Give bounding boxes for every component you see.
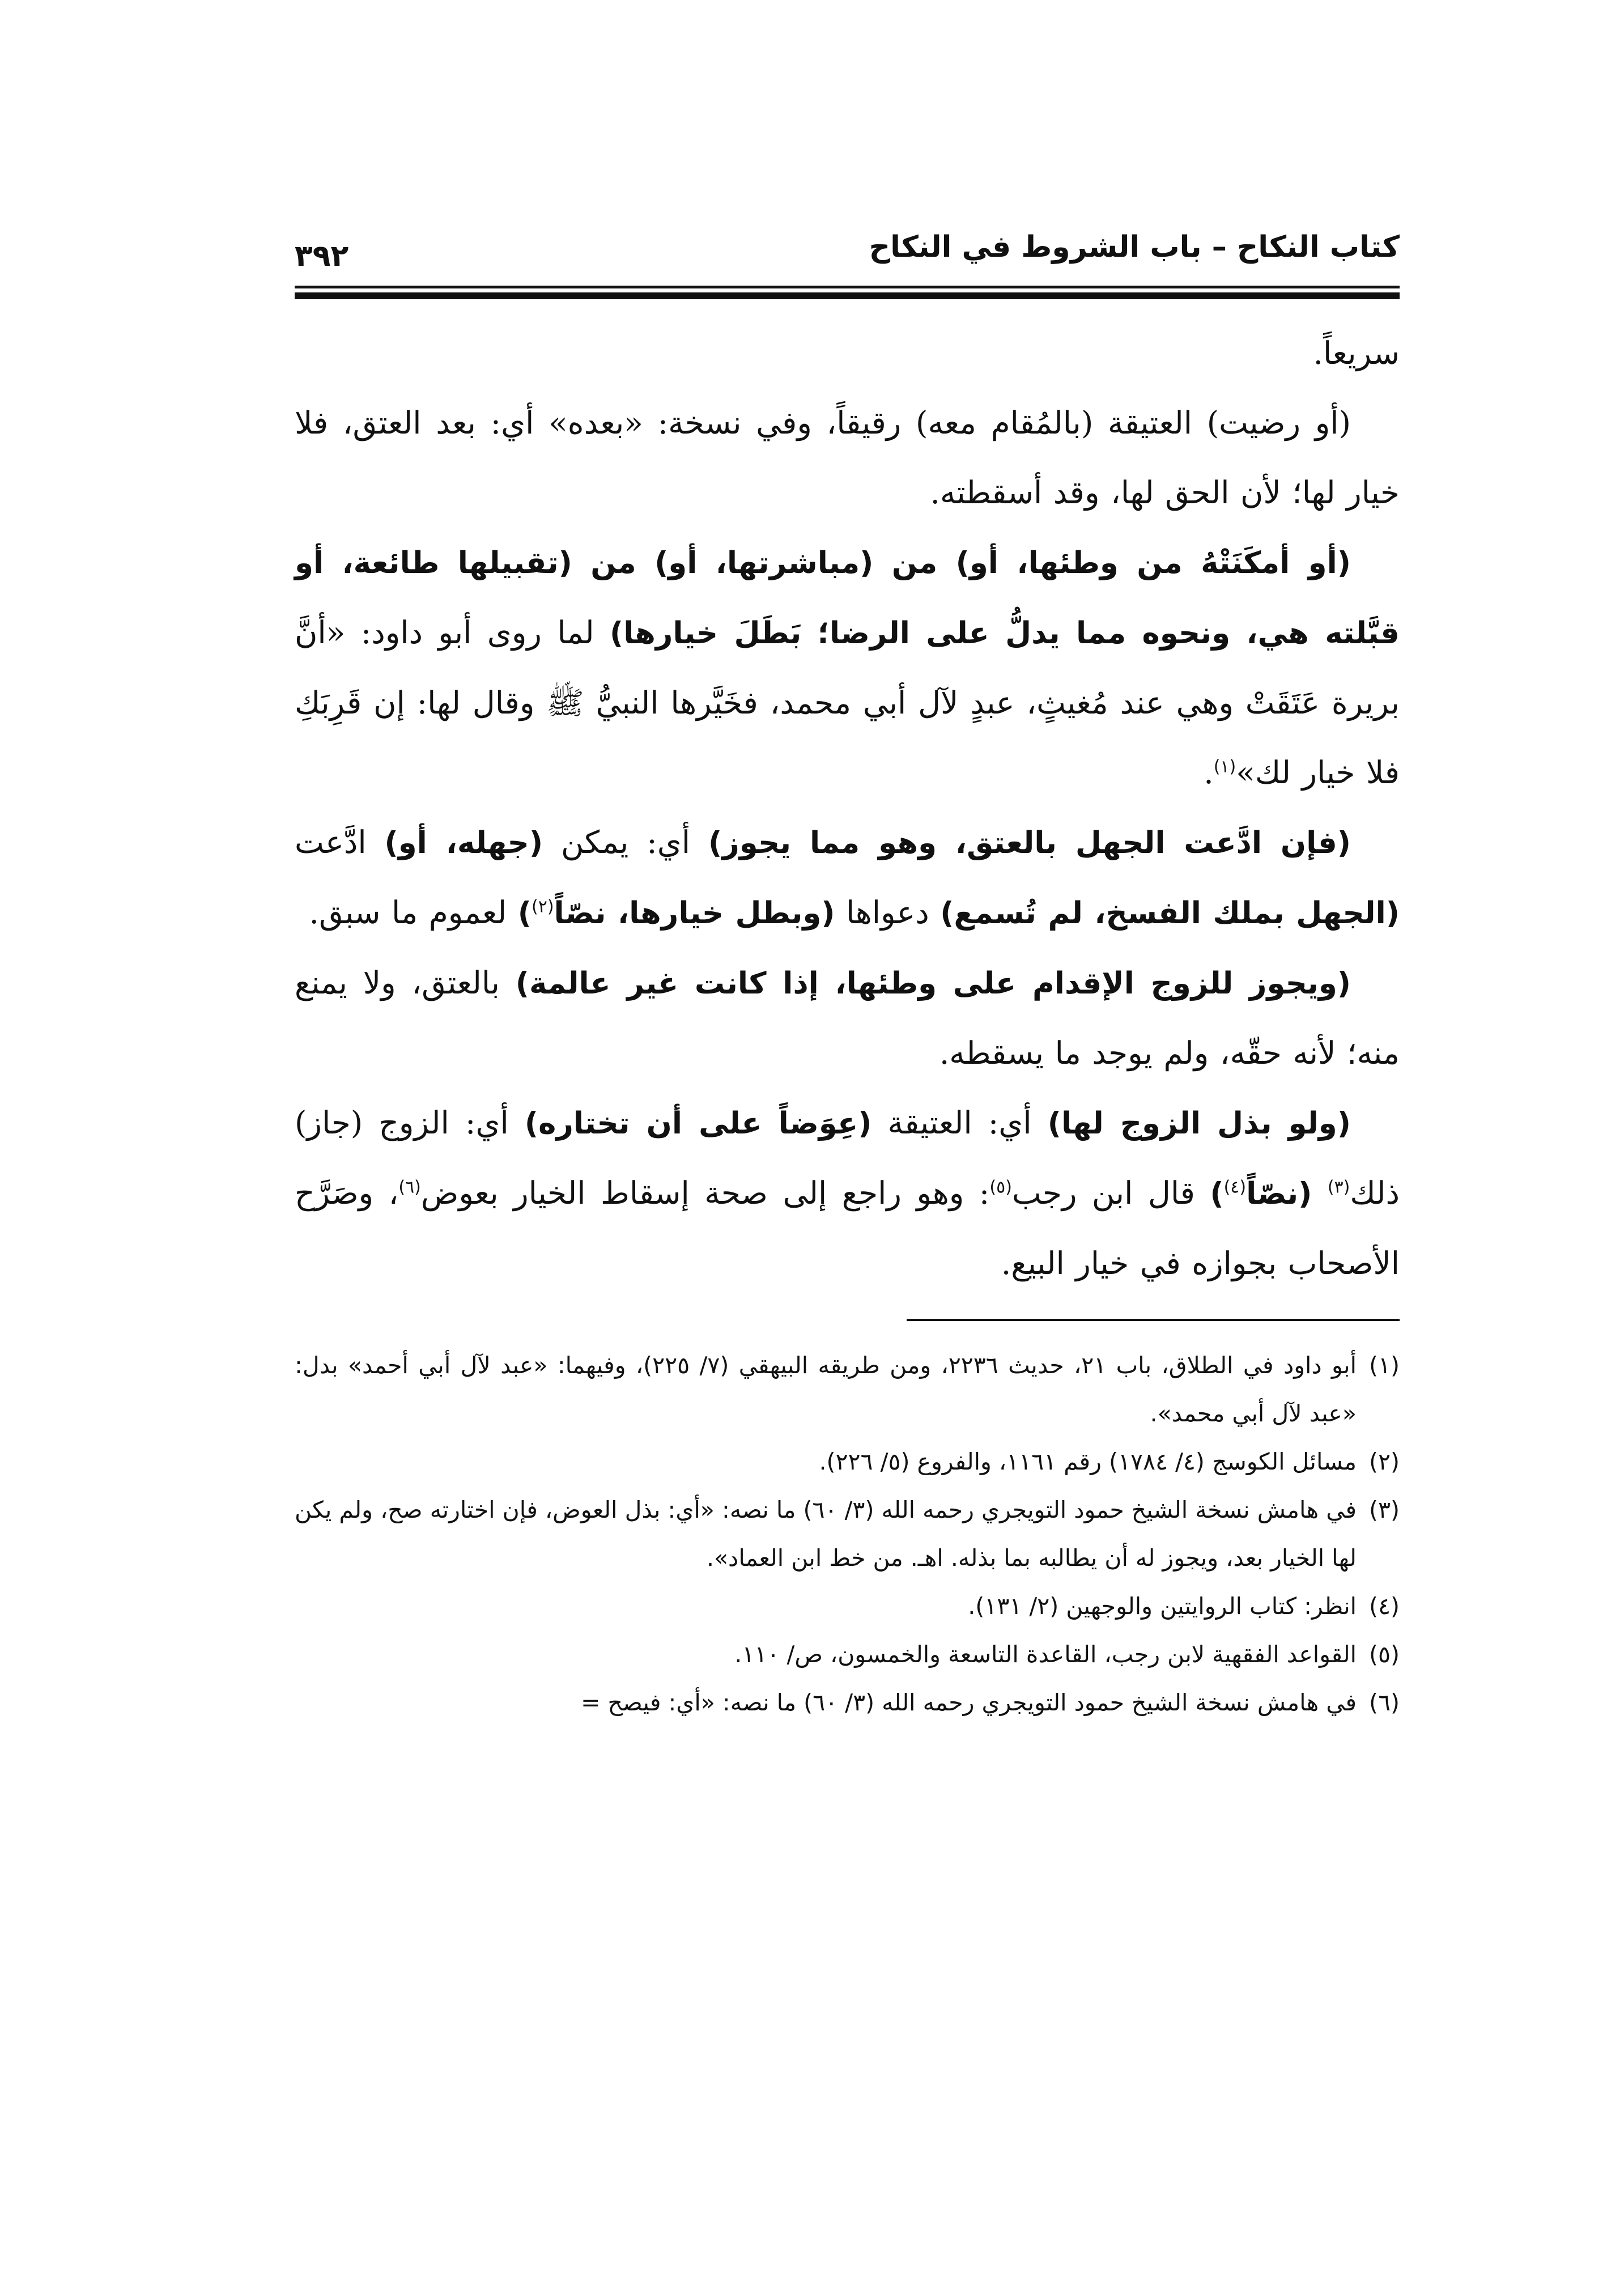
matn-text: (ولو بذل الزوج لها) <box>1047 1106 1351 1141</box>
sharh-text: دعواها <box>835 894 941 931</box>
body-text <box>295 319 1400 1298</box>
paragraph-text: سريعاً. <box>1313 335 1400 371</box>
footnotes <box>295 1341 1400 1727</box>
sharh-text: لعموم ما سبق. <box>309 894 518 931</box>
footnote-4 <box>295 1582 1400 1630</box>
matn-text: (عِوَضاً على أن تختاره) <box>524 1106 872 1141</box>
sharh-text: أي: العتيقة <box>871 1105 1048 1141</box>
matn-text: (فإن ادَّعت الجهل بالعتق، وهو مما يجوز) <box>708 826 1351 860</box>
footnote-ref[interactable]: (٦) <box>398 1177 421 1198</box>
sharh-text: . <box>1204 754 1214 791</box>
paragraph-3 <box>295 528 1400 808</box>
page-header <box>295 227 1400 295</box>
footnote-ref[interactable]: (٤) <box>1223 1177 1247 1198</box>
paragraph-1 <box>295 319 1400 388</box>
footnote-marker: (٤) <box>1368 1593 1400 1620</box>
matn-text: (ويجوز للزوج الإقدام على وطئها، إذا كانت غير عالمة) <box>515 966 1351 1001</box>
footnote-ref[interactable]: (١) <box>1213 757 1236 777</box>
footnote-ref[interactable]: (٢) <box>531 897 554 917</box>
sharh-text: ادَّعت <box>295 824 385 860</box>
sharh-text: ، وصَرَّح الأصحاب بجوازه في خيار البيع. <box>295 1175 1400 1281</box>
footnote-ref[interactable]: (٥) <box>989 1177 1012 1198</box>
running-title: كتاب النكاح – باب الشروط في النكاح <box>869 230 1400 264</box>
paragraph-2 <box>295 388 1400 528</box>
footnote-3 <box>295 1486 1400 1582</box>
footnote-text: أبو داود في الطلاق، باب ٢١، حديث ٢٢٣٦، ومن طريقه البيهقي (٧/ ٢٢٥)، وفيهما: «عبد لآل أبي أحمد» بدل: «عبد لآل أبي محمد». <box>295 1352 1357 1427</box>
sharh-text: أي: الزوج <box>363 1105 525 1141</box>
footnote-6 <box>295 1679 1400 1727</box>
footnote-marker: (٥) <box>1368 1641 1400 1668</box>
paragraph-6 <box>295 1088 1400 1298</box>
matn-text: (نصّاً <box>1246 1177 1328 1211</box>
footnote-ref[interactable]: (٣) <box>1327 1177 1350 1198</box>
sharh-text: أي: يمكن <box>543 824 709 860</box>
matn-text: (أو أمكَنَتْهُ من وطئها، أو) من (مباشرتها، أو) من (تقبيلها طائعة، أو قبَّلته هي، ونحوه مما يدلُّ على الرضا؛ بَطَلَ خيارها) <box>295 546 1400 651</box>
sharh-text: : وهو راجع إلى صحة إسقاط الخيار بعوض <box>420 1175 990 1211</box>
footnote-text: في هامش نسخة الشيخ حمود التويجري رحمه الله (٣/ ٦٠) ما نصه: «أي: فيصح = <box>581 1689 1357 1716</box>
footnote-separator <box>907 1319 1400 1321</box>
footnote-5 <box>295 1630 1400 1679</box>
page-number: ٣٩٢ <box>295 239 349 273</box>
sharh-text: بالعتق، ولا يمنع منه؛ لأنه حقّه، ولم يوجد ما يسقطه. <box>295 965 1400 1071</box>
matn-text: (وبطل خيارها، نصّاً <box>554 896 835 931</box>
paragraph-4 <box>295 808 1400 948</box>
sharh-text: لما روى أبو داود: «أنَّ بريرة عَتَقَتْ وهي عند مُغيثٍ، عبدٍ لآل أبي محمد، فخَيَّرها النبيُّ ﷺ وقال لها: إن قَرِبَكِ فلا خيار لك» <box>295 614 1400 791</box>
matn-text: (الجهل بملك الفسخ، لم تُسمع) <box>940 896 1400 931</box>
footnote-text: في هامش نسخة الشيخ حمود التويجري رحمه الله (٣/ ٦٠) ما نصه: «أي: بذل العوض، فإن اختارته صح، ولم يكن لها الخيار بعد، ويجوز له أن يطالبه بما بذله. اهـ. من خط ابن العماد». <box>295 1496 1357 1572</box>
footnote-marker: (٢) <box>1368 1448 1400 1475</box>
footnote-marker: (٦) <box>1368 1689 1400 1716</box>
header-rule-thick <box>295 292 1400 299</box>
matn-text: ) <box>517 896 532 931</box>
paragraph-5 <box>295 948 1400 1088</box>
footnote-2 <box>295 1438 1400 1486</box>
footnote-text: القواعد الفقهية لابن رجب، القاعدة التاسعة والخمسون، ص/ ١١٠. <box>734 1641 1357 1668</box>
footnote-marker: (٣) <box>1368 1496 1400 1523</box>
header-rule-thin <box>295 286 1400 288</box>
footnote-text: انظر: كتاب الروايتين والوجهين (٢/ ١٣١). <box>968 1593 1357 1620</box>
sharh-text: (جاز) ذلك <box>295 1105 1400 1211</box>
paragraph-text: (أو رضيت) العتيقة (بالمُقام معه) رقيقاً، وفي نسخة: «بعده» أي: بعد العتق، فلا خيار لها؛ لأن الحق لها، وقد أسقطته. <box>295 405 1400 511</box>
matn-text: ) <box>1210 1177 1224 1211</box>
footnote-marker: (١) <box>1368 1352 1400 1379</box>
footnote-1 <box>295 1341 1400 1438</box>
matn-text: (جهله، أو) <box>384 826 543 860</box>
footnote-text: مسائل الكوسج (٤/ ١٧٨٤) رقم ١١٦١، والفروع (٥/ ٢٢٦). <box>819 1448 1357 1475</box>
sharh-text: قال ابن رجب <box>1011 1175 1210 1211</box>
book-page <box>295 227 1400 2097</box>
